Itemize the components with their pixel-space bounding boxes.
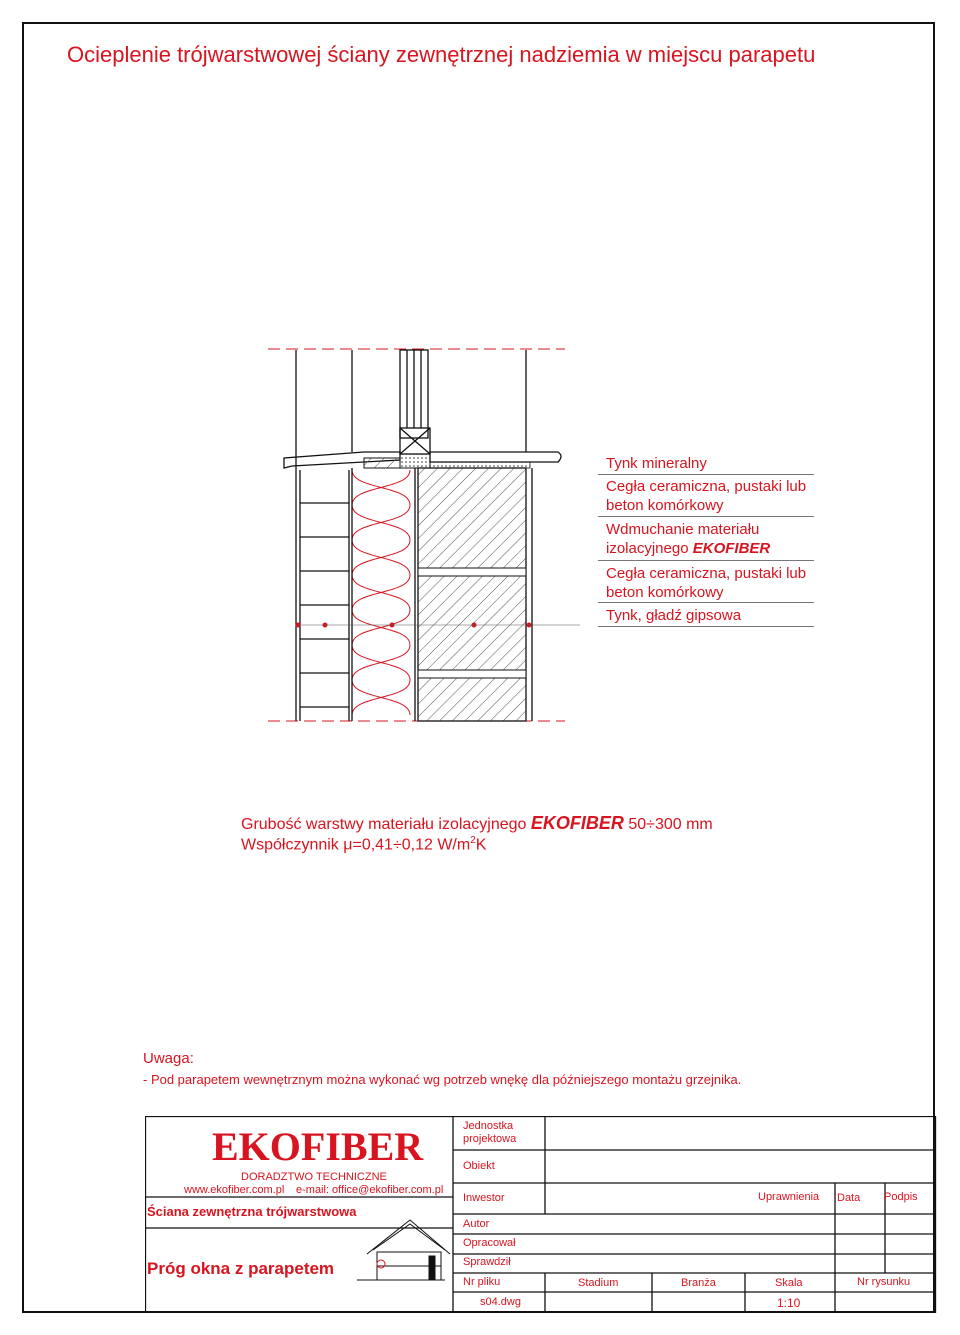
label-podpis: Podpis [884, 1191, 918, 1203]
label-stadium: Stadium [578, 1277, 619, 1289]
legend-item-5: Tynk, gładź gipsowa [606, 607, 742, 624]
label-nr-pliku: Nr pliku [463, 1276, 501, 1288]
label-inwestor: Inwestor [463, 1192, 505, 1204]
label-sprawdzil: Sprawdził [463, 1256, 511, 1268]
label-projektowa: projektowa [463, 1133, 517, 1145]
note-text: - Pod parapetem wewnętrznym można wykonać wg potrzeb wnękę dla późniejszego montażu grzejnika. [143, 1072, 742, 1087]
label-uprawnienia: Uprawnienia [758, 1191, 820, 1203]
email-link[interactable]: e-mail: office@ekofiber.com.pl [296, 1184, 444, 1196]
label-branza: Branża [681, 1277, 716, 1289]
wall-section-drawing [260, 340, 580, 730]
label-nr-rysunku: Nr rysunku [857, 1276, 911, 1288]
ekofiber-logo: EKOFIBER [212, 1124, 424, 1169]
label-jednostka: Jednostka [463, 1120, 514, 1132]
file-name: s04.dwg [480, 1296, 521, 1308]
legend-item-2: Cegła ceramiczna, pustaki lub beton komórkowy [606, 478, 807, 514]
drawing-title: Ocieplenie trójwarstwowej ściany zewnętrznej nadziemia w miejscu parapetu [67, 42, 816, 67]
logo-subtitle: DORADZTWO TECHNICZNE [241, 1171, 387, 1183]
label-obiekt: Obiekt [463, 1160, 495, 1172]
note-heading: Uwaga: [143, 1050, 194, 1067]
house-icon [357, 1220, 450, 1280]
legend-item-1: Tynk mineralny [606, 455, 707, 472]
legend-item-3: Wdmuchanie materiału izolacyjnego EKOFIBER [606, 521, 771, 557]
drawing-category: Ściana zewnętrzna trójwarstwowa [147, 1204, 357, 1219]
label-autor: Autor [463, 1218, 490, 1230]
label-data: Data [837, 1192, 861, 1204]
drawing-name: Próg okna z parapetem [147, 1259, 335, 1278]
label-skala: Skala [775, 1277, 803, 1289]
scale-value: 1:10 [777, 1296, 801, 1310]
website-link[interactable]: www.ekofiber.com.pl [184, 1184, 285, 1196]
insulation-thickness: Grubość warstwy materiału izolacyjnego EKOFIBER 50÷300 mm [241, 813, 713, 833]
legend-item-4: Cegła ceramiczna, pustaki lub beton komórkowy [606, 565, 807, 601]
insulation-coefficient: Współczynnik μ=0,41÷0,12 $W/m^2K$ [241, 835, 487, 854]
label-opracowal: Opracował [463, 1237, 516, 1249]
